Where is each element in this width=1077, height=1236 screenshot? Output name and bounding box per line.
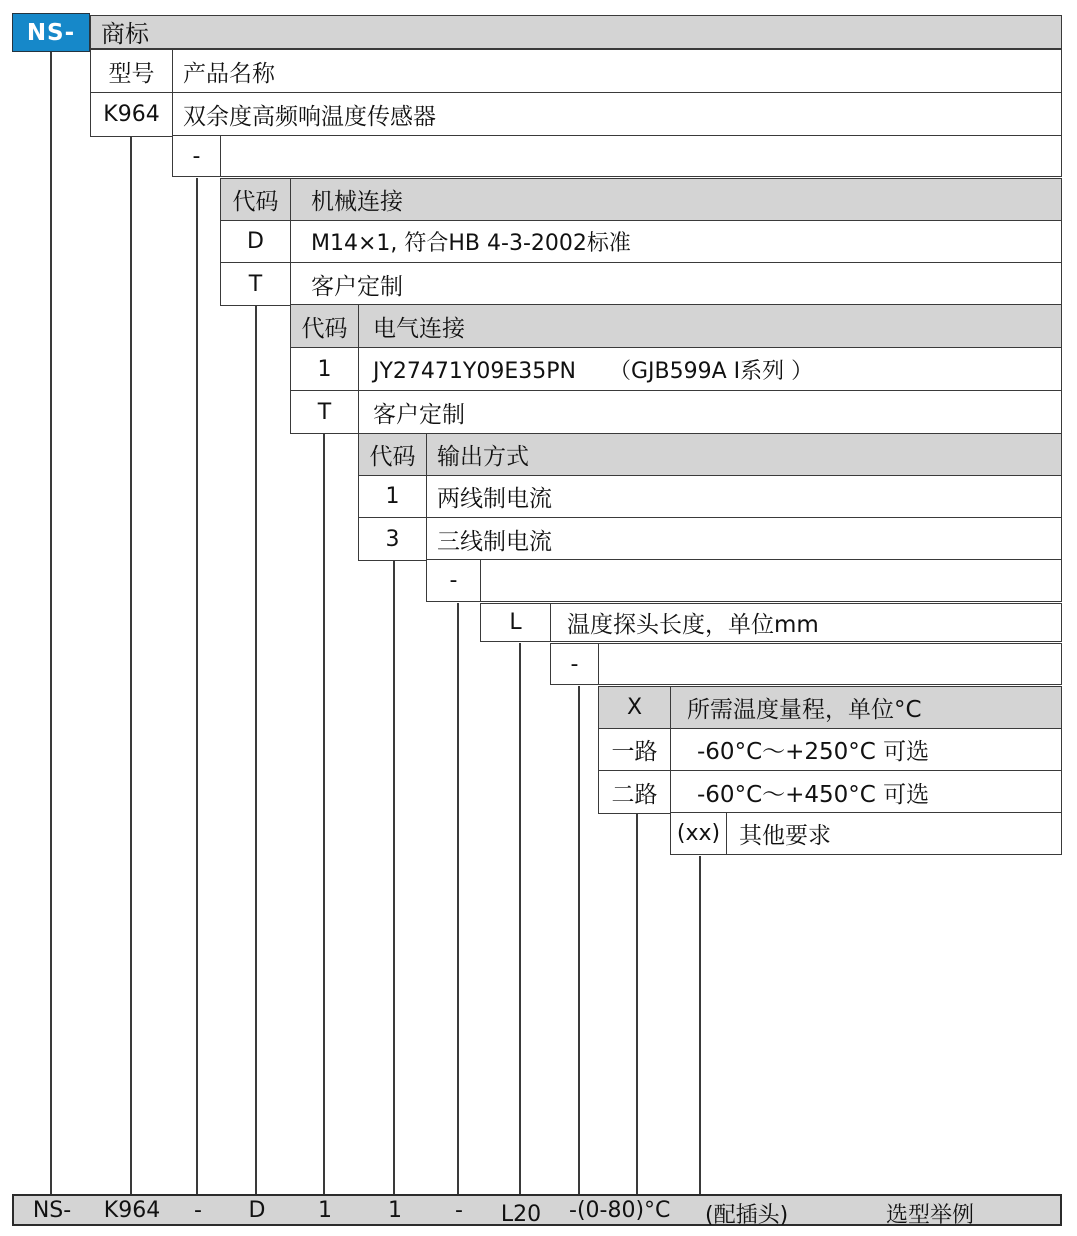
- mechanical-table: [220, 178, 1062, 306]
- mechanical-header-code: 代码: [221, 179, 291, 220]
- example-item: -: [194, 1198, 202, 1223]
- example-item: 1: [388, 1198, 402, 1223]
- other-requirements-row: [670, 812, 1062, 855]
- dash-cell: -: [427, 560, 481, 601]
- electrical-header-name: 电气连接: [373, 315, 465, 342]
- example-item: D: [248, 1198, 266, 1223]
- connector-line: [255, 304, 257, 1194]
- range-desc: -60°C～+250°C 可选: [697, 739, 930, 765]
- range-desc: -60°C～+450°C 可选: [697, 781, 930, 808]
- model-table: [90, 49, 1062, 137]
- connector-line: [323, 433, 325, 1194]
- brand-code-label: NS-: [26, 19, 76, 46]
- probe-code: L: [481, 604, 551, 641]
- example-item: -: [455, 1198, 463, 1223]
- empty-cell: [221, 136, 1061, 176]
- connector-line: [130, 135, 132, 1194]
- table-row: [291, 391, 1061, 433]
- trademark-label: 商标: [101, 20, 149, 48]
- example-item: 1: [318, 1198, 332, 1223]
- example-bar: [12, 1194, 1062, 1226]
- output-code: 1: [359, 476, 427, 517]
- other-desc: 其他要求: [739, 823, 831, 849]
- output-desc: 三线制电流: [437, 528, 552, 555]
- connector-line: [519, 643, 521, 1194]
- output-desc: 两线制电流: [437, 486, 552, 512]
- table-row: [599, 729, 1061, 771]
- model-code: K964: [91, 93, 173, 136]
- probe-desc: 温度探头长度，单位mm: [567, 612, 819, 638]
- connector-line: [50, 52, 52, 1194]
- example-item: K964: [103, 1198, 161, 1223]
- example-item: L20: [500, 1202, 542, 1227]
- mechanical-desc: 客户定制: [311, 273, 403, 300]
- model-name: 双余度高频响温度传感器: [183, 104, 436, 130]
- connector-line: [636, 812, 638, 1194]
- connector-line: [393, 559, 395, 1194]
- mechanical-code: D: [221, 221, 291, 262]
- connector-line: [699, 856, 701, 1194]
- table-row: [359, 518, 1061, 560]
- table-row: [291, 348, 1061, 391]
- table-row: [359, 476, 1061, 518]
- mechanical-header-name: 机械连接: [311, 189, 403, 215]
- empty-cell: [599, 644, 1061, 684]
- dash-separator-row: [550, 643, 1062, 685]
- electrical-table: [290, 304, 1062, 434]
- dash-cell: -: [173, 136, 221, 176]
- range-header-code: X: [599, 687, 671, 728]
- trademark-row: [90, 15, 1062, 49]
- connector-line: [196, 178, 198, 1194]
- range-code: 二路: [599, 771, 671, 813]
- temp-range-table: [598, 686, 1062, 814]
- example-item: -(0-80)°C: [569, 1198, 671, 1223]
- range-code: 一路: [599, 729, 671, 770]
- model-header-code: 型号: [91, 50, 173, 92]
- example-caption: 选型举例: [886, 1203, 975, 1228]
- connector-line: [578, 686, 580, 1194]
- example-item: (配插头): [705, 1203, 789, 1228]
- brand-code-box: [12, 13, 90, 52]
- electrical-header-code: 代码: [291, 305, 359, 347]
- table-row: [221, 221, 1061, 263]
- table-row: [599, 771, 1061, 813]
- mechanical-desc: M14×1, 符合HB 4-3-2002标准: [311, 231, 631, 256]
- output-code: 3: [359, 518, 427, 560]
- electrical-desc: 客户定制: [373, 401, 465, 428]
- electrical-desc: JY27471Y09E35PN （GJB599A Ⅰ系列 ）: [373, 358, 814, 384]
- example-item: NS-: [32, 1198, 72, 1223]
- dash-separator-row: [426, 559, 1062, 602]
- dash-separator-row: [172, 135, 1062, 177]
- electrical-code: 1: [291, 348, 359, 390]
- empty-cell: [481, 560, 1061, 601]
- dash-cell: -: [551, 644, 599, 684]
- output-header-name: 输出方式: [437, 444, 529, 470]
- connector-line: [457, 603, 459, 1194]
- table-row: [221, 263, 1061, 305]
- other-code: (xx): [671, 813, 727, 854]
- output-header-code: 代码: [359, 434, 427, 475]
- electrical-code: T: [291, 391, 359, 433]
- output-table: [358, 433, 1062, 561]
- mechanical-code: T: [221, 263, 291, 305]
- probe-length-table: [480, 603, 1062, 642]
- model-header-name: 产品名称: [183, 60, 275, 87]
- range-header-name: 所需温度量程，单位°C: [687, 697, 922, 723]
